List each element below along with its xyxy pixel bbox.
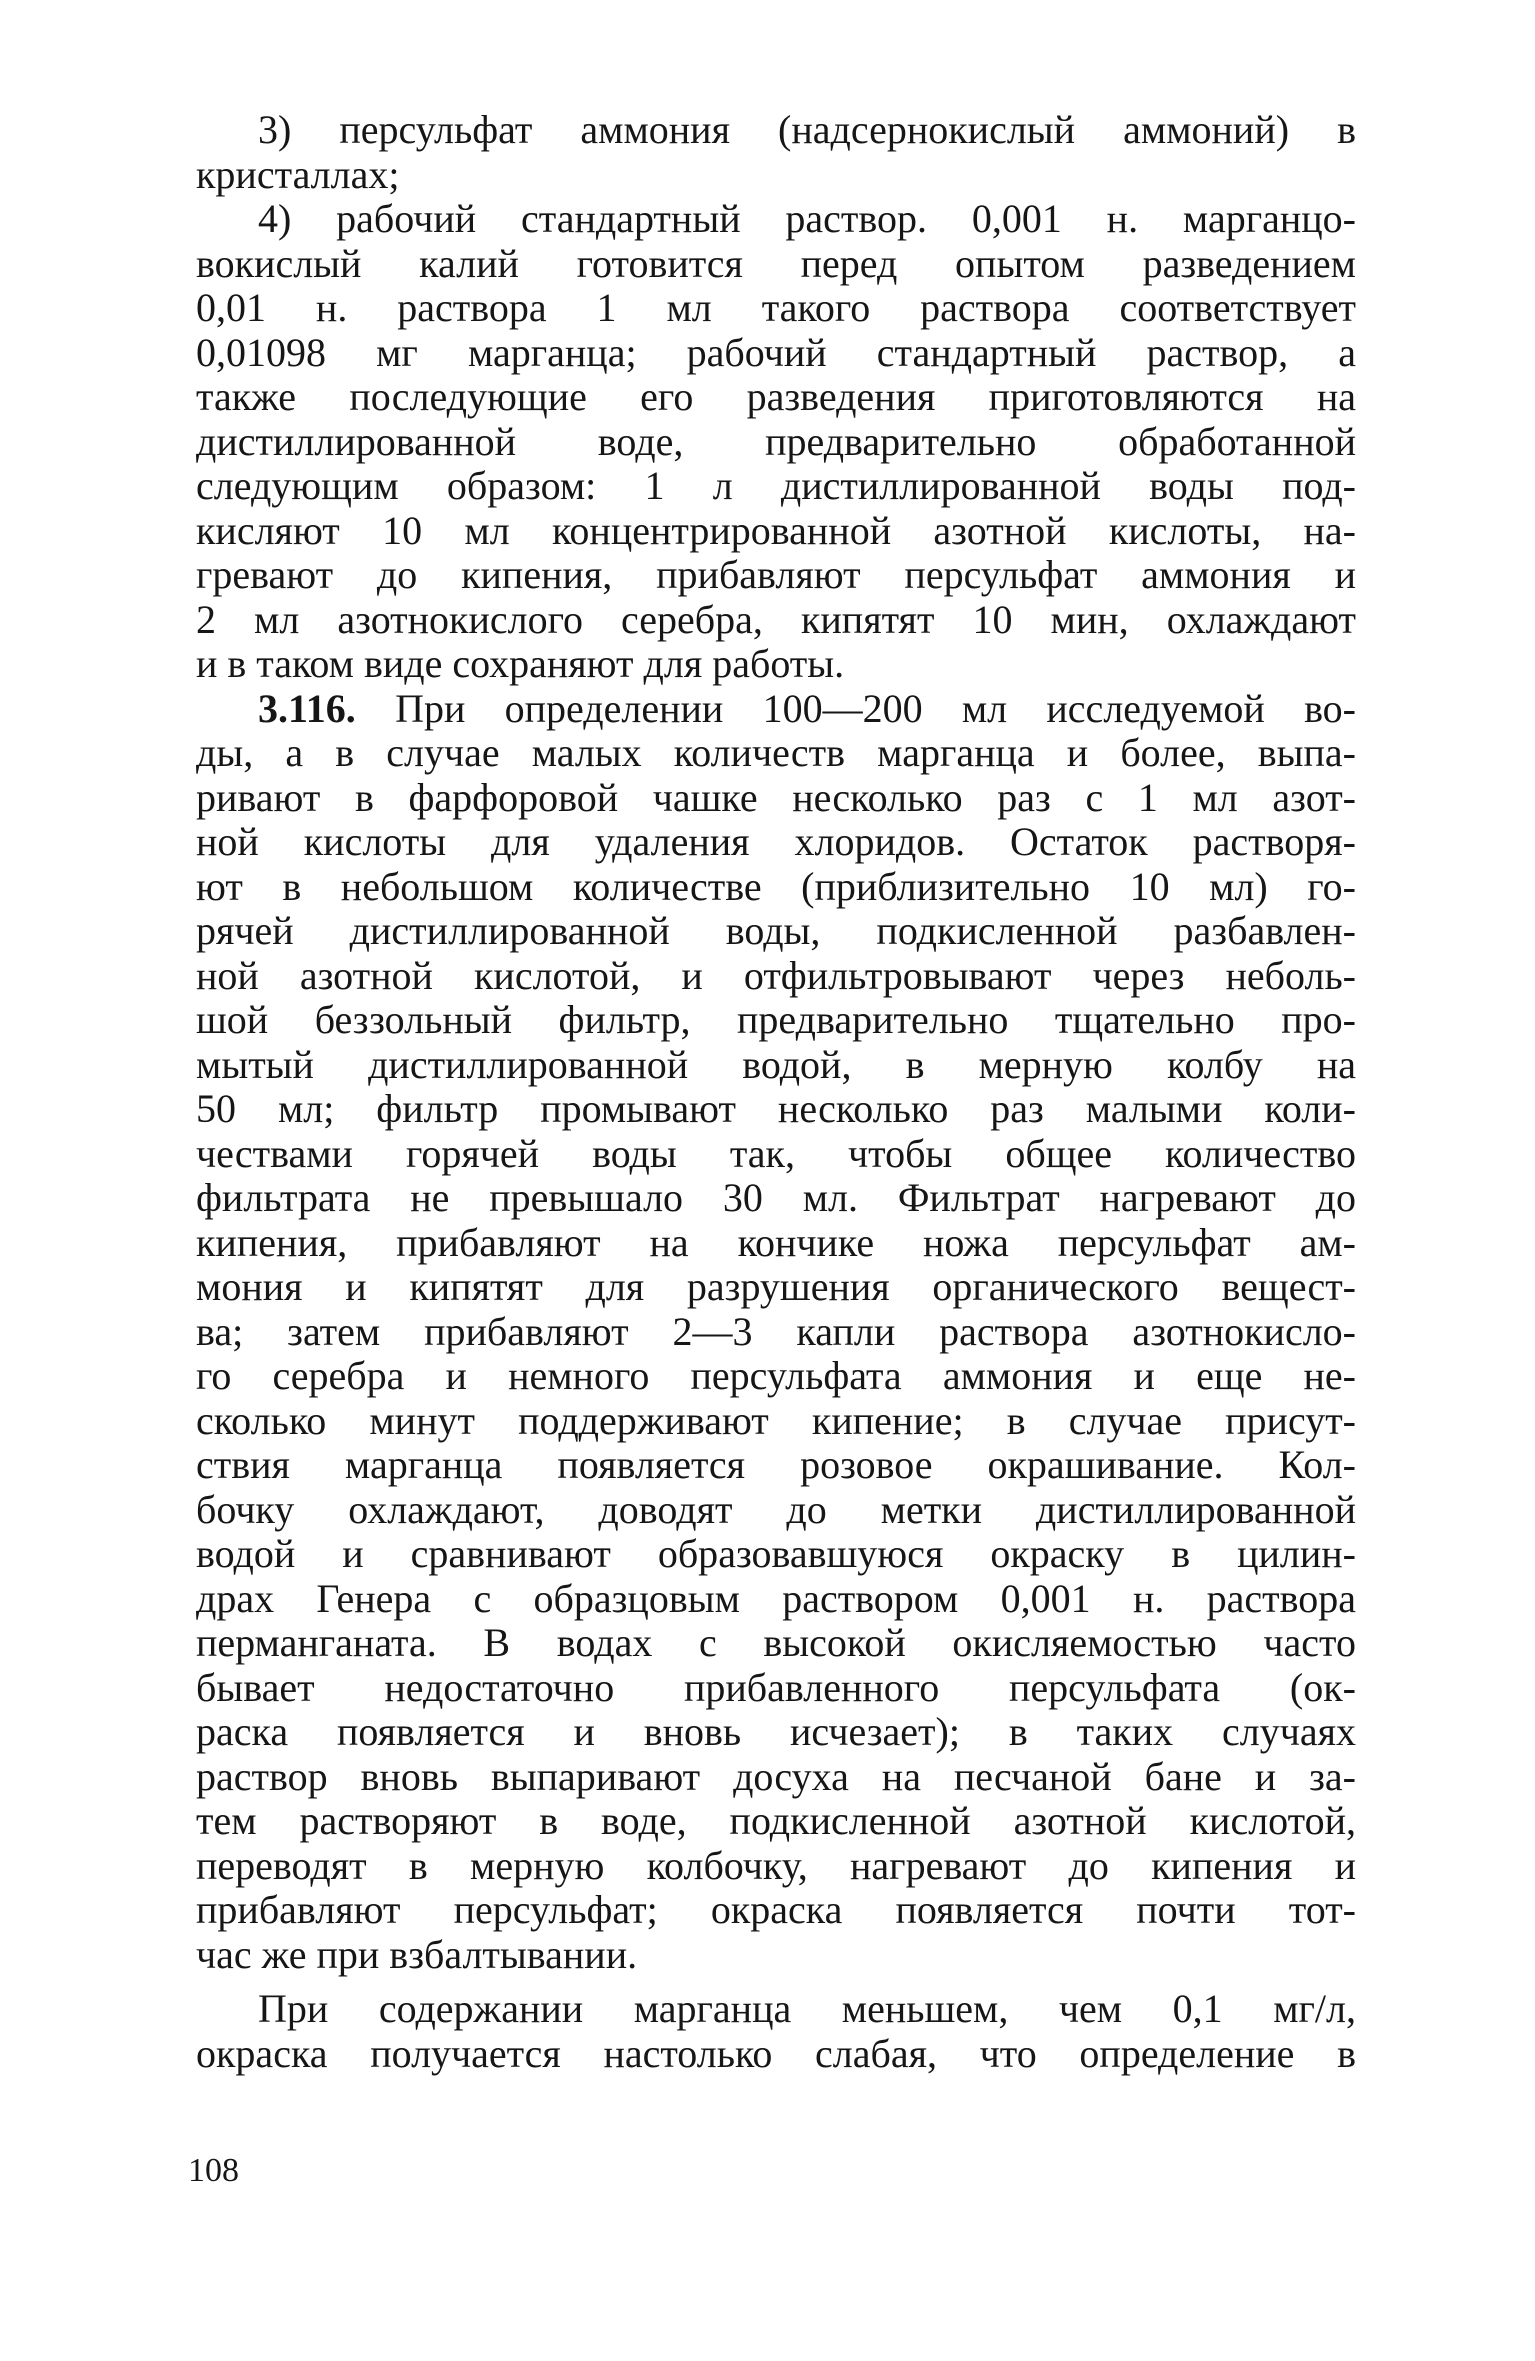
para2-line-10: 2 мл азотнокислого серебра, кипятят 10 мин, охлаждают [196, 596, 1356, 642]
para3-line-1 [196, 687, 1356, 732]
para3-line-16: го серебра и немного персульфата аммония и еще не- [196, 1353, 1356, 1398]
para3-line-18: ствия марганца появляется розовое окрашивание. Кол- [196, 1442, 1356, 1487]
para3-line-25: раствор вновь выпаривают досуха на песчаной бане и за- [196, 1753, 1356, 1799]
para2-line-4: 0,01098 мг марганца; рабочий стандартный раствор, а [196, 329, 1356, 375]
para1-line-1: 3) персульфат аммония (надсернокислый аммоний) в [258, 107, 1356, 152]
page-number: 108 [188, 2152, 239, 2189]
para3-line-26: тем растворяют в воде, подкисленной азотной кислотой, [196, 1798, 1356, 1843]
para2-line-3: 0,01 н. раствора 1 мл такого раствора соответствует [196, 285, 1356, 330]
para2-line-11: и в таком виде сохраняют для работы. [196, 641, 845, 686]
section-number: 3.116. [258, 685, 356, 731]
para3-line-27: переводят в мерную колбочку, нагревают до кипения и [196, 1842, 1356, 1888]
para3-line-10: 50 мл; фильтр промывают несколько раз малыми коли- [196, 1086, 1356, 1131]
body-text [196, 108, 1356, 2076]
para2-line-8: кисляют 10 мл концентрированной азотной кислоты, на- [196, 507, 1356, 553]
para3-line-8: шой беззольный фильтр, предварительно тщательно про- [196, 997, 1356, 1042]
para2-line-9: гревают до кипения, прибавляют персульфат аммония и [196, 552, 1356, 597]
para3-line-9: мытый дистиллированной водой, в мерную колбу на [196, 1041, 1356, 1087]
para3-line-13: кипения, прибавляют на кончике ножа персульфат ам- [196, 1219, 1356, 1265]
para2-line-6: дистиллированной воде, предварительно обработанной [196, 418, 1356, 464]
para3-line-5: ют в небольшом количестве (приблизительно 10 мл) го- [196, 863, 1356, 909]
para3-line-11: чествами горячей воды так, чтобы общее количество [196, 1130, 1356, 1176]
para3-line-1-text: При определении 100—200 мл исследуемой во- [395, 685, 1357, 731]
para3-line-3: ривают в фарфоровой чашке несколько раз с 1 мл азот- [196, 774, 1356, 820]
para2-line-2: вокислый калий готовится перед опытом разведением [196, 240, 1356, 286]
para3-line-24: раска появляется и вновь исчезает); в таких случаях [196, 1709, 1356, 1754]
para2-line-7: следующим образом: 1 л дистиллированной воды под- [196, 463, 1356, 508]
para4-line-2: окраска получается настолько слабая, что определение в [196, 2030, 1356, 2076]
para3-line-22: перманганата. В водах с высокой окисляемостью часто [196, 1620, 1356, 1665]
para3-line-17: сколько минут поддерживают кипение; в случае присут- [196, 1397, 1356, 1443]
para3-line-6: рячей дистиллированной воды, подкисленной разбавлен- [196, 908, 1356, 953]
para3-line-12: фильтрата не превышало 30 мл. Фильтрат нагревают до [196, 1175, 1356, 1220]
para3-line-28: прибавляют персульфат; окраска появляется почти тот- [196, 1887, 1356, 1932]
para2-line-1: 4) рабочий стандартный раствор. 0,001 н. марганцо- [258, 196, 1356, 241]
para3-line-14: мония и кипятят для разрушения органического вещест- [196, 1264, 1356, 1309]
para3-line-23: бывает недостаточно прибавленного персульфата (ок- [196, 1664, 1356, 1710]
para4-line-1: При содержании марганца меньшем, чем 0,1 мг/л, [258, 1986, 1356, 2031]
para3-line-19: бочку охлаждают, доводят до метки дистиллированной [196, 1486, 1356, 1532]
para3-line-4: ной кислоты для удаления хлоридов. Остаток растворя- [196, 819, 1356, 864]
para3-line-20: водой и сравнивают образовавшуюся окраску в цилин- [196, 1531, 1356, 1576]
para1-line-2: кристаллах; [196, 151, 400, 197]
para3-line-15: ва; затем прибавляют 2—3 капли раствора азотнокисло- [196, 1308, 1356, 1354]
para3-line-21: драх Генера с образцовым раствором 0,001 н. раствора [196, 1575, 1356, 1621]
para3-line-2: ды, а в случае малых количеств марганца и более, выпа- [196, 730, 1356, 775]
para2-line-5: также последующие его разведения приготовляются на [196, 374, 1356, 419]
para3-line-7: ной азотной кислотой, и отфильтровывают через неболь- [196, 952, 1356, 998]
para3-line-29: час же при взбалтывании. [196, 1931, 638, 1977]
